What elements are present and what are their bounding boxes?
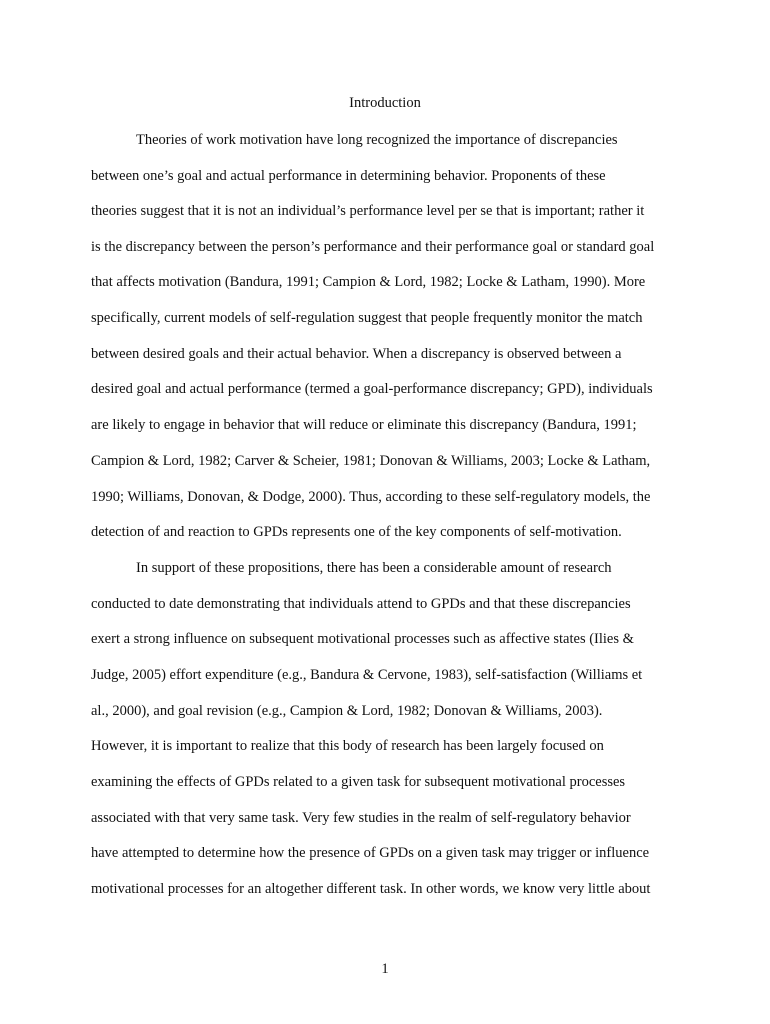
paragraph-line: detection of and reaction to GPDs represents one of the key components of self-motivation.	[91, 524, 622, 540]
paragraph-line: between one’s goal and actual performance in determining behavior. Proponents of these	[91, 168, 606, 184]
paragraph-line: 1990; Williams, Donovan, & Dodge, 2000). Thus, according to these self-regulatory models, the	[91, 489, 651, 505]
paragraph-line: between desired goals and their actual behavior. When a discrepancy is observed between a	[91, 346, 622, 362]
paragraph-line: Campion & Lord, 1982; Carver & Scheier, 1981; Donovan & Williams, 2003; Locke & Latham,	[91, 453, 651, 469]
paragraph-line: Theories of work motivation have long recognized the importance of discrepancies	[136, 132, 618, 148]
paragraph-line: are likely to engage in behavior that will reduce or eliminate this discrepancy (Bandura, 1991;	[91, 417, 637, 433]
paragraph-line: desired goal and actual performance (termed a goal-performance discrepancy; GPD), individuals	[91, 381, 653, 397]
paragraph-line: Judge, 2005) effort expenditure (e.g., Bandura & Cervone, 1983), self-satisfaction (Williams et	[91, 667, 643, 683]
paragraph-line: theories suggest that it is not an individual’s performance level per se that is important; rather it	[91, 203, 645, 219]
paragraph-line: conducted to date demonstrating that individuals attend to GPDs and that these discrepancies	[91, 596, 631, 612]
paragraph-line: motivational processes for an altogether different task. In other words, we know very little about	[91, 881, 651, 897]
paragraph-line: examining the effects of GPDs related to a given task for subsequent motivational processes	[91, 774, 626, 790]
paragraph-line: However, it is important to realize that this body of research has been largely focused on	[91, 738, 604, 754]
paragraph-line: specifically, current models of self-regulation suggest that people frequently monitor the match	[91, 310, 643, 326]
section-heading: Introduction	[349, 95, 421, 111]
paragraph-line: is the discrepancy between the person’s performance and their performance goal or standard goal	[91, 239, 655, 255]
paragraph-line: have attempted to determine how the presence of GPDs on a given task may trigger or influence	[91, 845, 650, 861]
paragraph-line: associated with that very same task. Very few studies in the realm of self-regulatory behavior	[91, 810, 631, 826]
paragraph-line: that affects motivation (Bandura, 1991; Campion & Lord, 1982; Locke & Latham, 1990). More	[91, 274, 646, 290]
paragraph-line: exert a strong influence on subsequent motivational processes such as affective states (Ilies &	[91, 631, 634, 647]
page-number: 1	[381, 961, 389, 977]
paragraph-line: In support of these propositions, there has been a considerable amount of research	[136, 560, 612, 576]
paragraph-line: al., 2000), and goal revision (e.g., Campion & Lord, 1982; Donovan & Williams, 2003).	[91, 703, 603, 719]
